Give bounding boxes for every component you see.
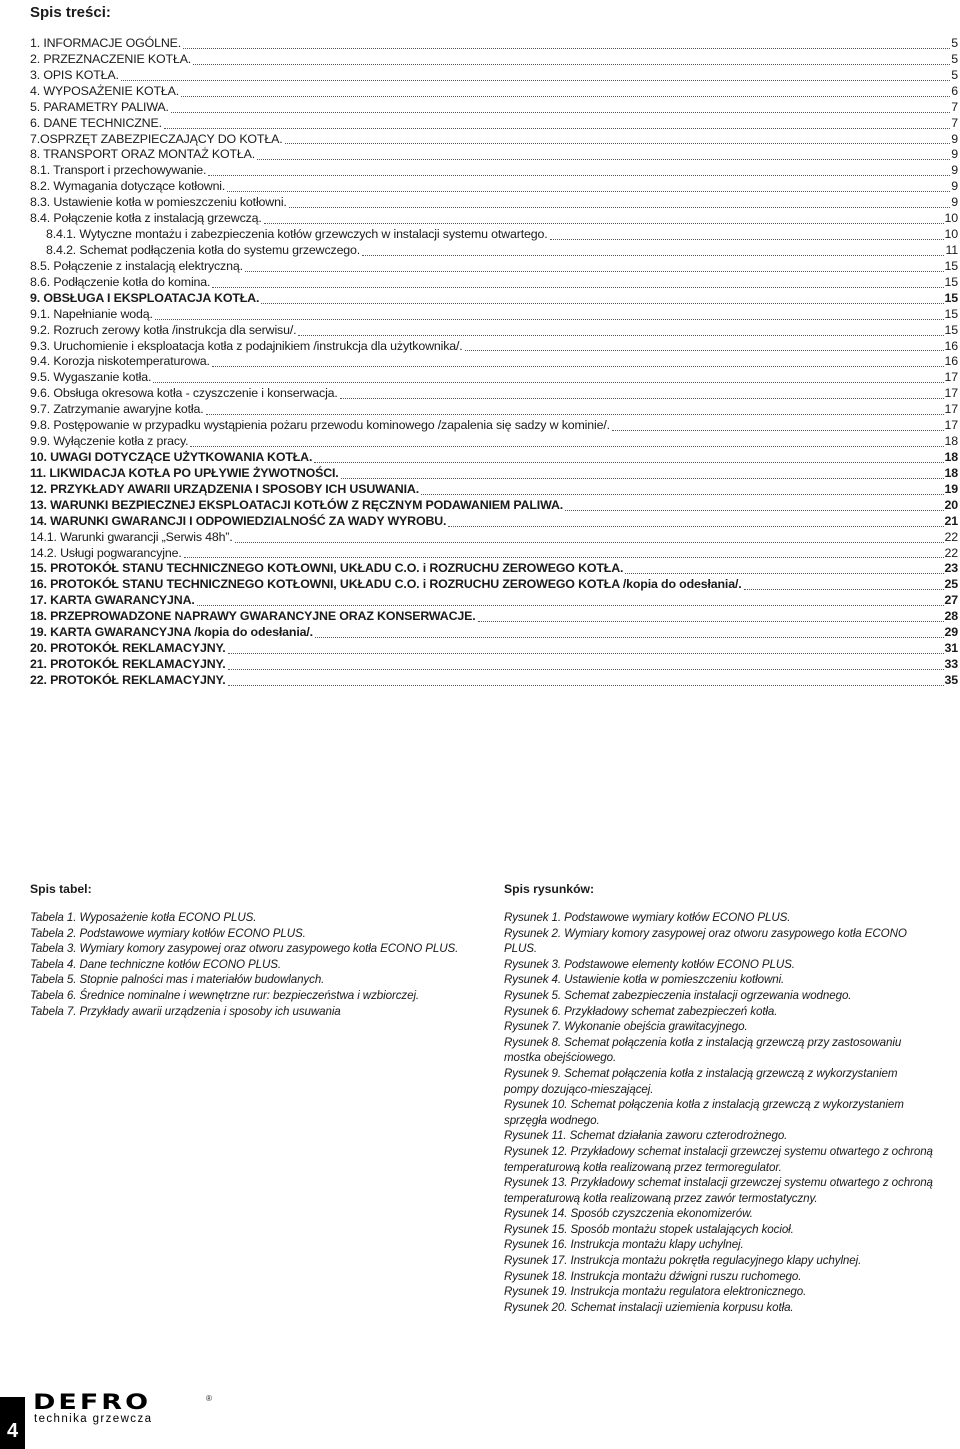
toc-entry-page: 15	[944, 258, 958, 273]
toc-leader-dots	[245, 271, 944, 272]
toc-entry[interactable]	[30, 546, 958, 562]
toc-entry[interactable]	[30, 434, 958, 450]
toc-entry[interactable]	[30, 402, 958, 418]
toc-leader-dots	[298, 335, 943, 336]
toc-entry-page: 10	[944, 211, 958, 226]
toc-entry[interactable]	[30, 498, 958, 514]
toc-entry-page: 5	[951, 36, 958, 50]
table-list-item[interactable]: Tabela 3. Wymiary komory zasypowej oraz otworu zasypowego kotła ECONO PLUS.	[30, 942, 459, 956]
toc-entry-title: 14. WARUNKI GWARANCJI I ODPOWIEDZIALNOŚĆ ZA WADY WYROBU.	[30, 513, 447, 528]
toc-entry-title: 8.4. Połączenie kotła z instalacją grzewczą.	[30, 211, 262, 226]
table-list-item[interactable]: Tabela 5. Stopnie palności mas i materiałów budowlanych.	[30, 973, 325, 987]
toc-entry-title: 22. PROTOKÓŁ REKLAMACYJNY.	[30, 672, 226, 687]
toc-entry-page: 15	[944, 306, 958, 321]
toc-entry-title: 5. PARAMETRY PALIWA.	[30, 99, 169, 114]
figure-list-item[interactable]: Rysunek 2. Wymiary komory zasypowej oraz otworu zasypowego kotła ECONO PLUS.	[504, 926, 907, 956]
toc-entry[interactable]	[30, 259, 958, 275]
toc-entry[interactable]	[30, 466, 958, 482]
figure-list-item[interactable]: Rysunek 19. Instrukcja montażu regulatora elektronicznego.	[504, 1285, 807, 1299]
toc-entry-title: 9. OBSŁUGA I EKSPLOATACJA KOTŁA.	[30, 290, 260, 305]
toc-entry[interactable]	[30, 609, 958, 625]
toc-entry-page: 18	[944, 449, 958, 464]
toc-entry-page: 23	[944, 561, 958, 576]
toc-entry-page: 9	[951, 195, 958, 210]
figure-list-item[interactable]: Rysunek 12. Przykładowy schemat instalacji grzewczej systemu otwartego z ochroną temperaturową kotła realizowaną przez termoregulator.	[504, 1144, 933, 1174]
toc-entry[interactable]	[30, 673, 958, 689]
figure-list-item[interactable]: Rysunek 8. Schemat połączenia kotła z instalacją grzewczą przy zastosowaniu mostka obejściowego.	[504, 1035, 902, 1065]
toc-title: Spis treści:	[30, 4, 111, 21]
toc-leader-dots	[164, 128, 950, 129]
toc-entry-page: 28	[944, 609, 958, 624]
toc-entry[interactable]	[30, 593, 958, 609]
figure-list-item[interactable]: Rysunek 4. Ustawienie kotła w pomieszczeniu kotłowni.	[504, 973, 785, 987]
toc-entry-title: 8.2. Wymagania dotyczące kotłowni.	[30, 179, 226, 194]
toc-entry-title: 10. UWAGI DOTYCZĄCE UŻYTKOWANIA KOTŁA.	[30, 449, 313, 464]
toc-entry[interactable]	[30, 370, 958, 386]
toc-entry-title: 14.1. Warunki gwarancji „Serwis 48h”.	[30, 529, 233, 544]
toc-entry-title: 4. WYPOSAŻENIE KOTŁA.	[30, 83, 180, 98]
toc-leader-dots	[227, 191, 950, 192]
toc-entry[interactable]	[30, 84, 958, 100]
toc-leader-dots	[448, 526, 943, 527]
toc-entry[interactable]	[30, 227, 958, 243]
toc-leader-dots	[744, 589, 944, 590]
table-list-item[interactable]: Tabela 2. Podstawowe wymiary kotłów ECONO PLUS.	[30, 926, 306, 940]
figure-list-item[interactable]: Rysunek 3. Podstawowe elementy kotłów ECONO PLUS.	[504, 957, 795, 971]
toc-entry-page: 16	[944, 338, 958, 353]
figure-list-item[interactable]: Rysunek 11. Schemat działania zaworu czterodrożnego.	[504, 1129, 788, 1143]
toc-leader-dots	[155, 319, 944, 320]
toc-entry-page: 7	[951, 115, 958, 130]
toc-leader-dots	[421, 494, 944, 495]
toc-entry-title: 9.2. Rozruch zerowy kotła /instrukcja dla serwisu/.	[30, 322, 297, 337]
registered-mark: ®	[206, 1394, 212, 1403]
toc-entry-title: 2. PRZEZNACZENIE KOTŁA.	[30, 51, 192, 66]
toc-entry-page: 33	[944, 656, 958, 671]
toc-entry[interactable]	[30, 163, 958, 179]
toc-leader-dots	[208, 175, 950, 176]
toc-entry[interactable]	[30, 641, 958, 657]
toc-entry-title: 7.OSPRZĘT ZABEZPIECZAJĄCY DO KOTŁA.	[30, 131, 283, 146]
toc-leader-dots	[228, 669, 944, 670]
toc-entry-page: 31	[944, 641, 958, 656]
toc-entry[interactable]	[30, 195, 958, 211]
toc-entry[interactable]	[30, 52, 958, 68]
toc-entry-page: 27	[944, 593, 958, 608]
toc-entry-title: 13. WARUNKI BEZPIECZNEJ EKSPLOATACJI KOTŁÓW Z RĘCZNYM PODAWANIEM PALIWA.	[30, 497, 564, 512]
toc-entry-page: 17	[944, 418, 958, 433]
toc-entry-title: 8.6. Podłączenie kotła do komina.	[30, 274, 211, 289]
toc-entry-page: 9	[951, 147, 958, 162]
toc-leader-dots	[184, 557, 944, 558]
toc-entry-title: 8.4.2. Schemat podłączenia kotła do systemu grzewczego.	[46, 242, 361, 257]
toc-entry-title: 17. KARTA GWARANCYJNA.	[30, 593, 195, 608]
toc-leader-dots	[362, 255, 944, 256]
logo-tagline: technika grzewcza	[34, 1413, 153, 1425]
toc-entry-title: 14.2. Usługi pogwarancyjne.	[30, 545, 182, 560]
toc-entry-page: 15	[944, 290, 958, 305]
toc-leader-dots	[153, 382, 943, 383]
defro-logo	[33, 1390, 213, 1425]
toc-leader-dots	[193, 64, 950, 65]
toc-entry-page: 6	[951, 83, 958, 98]
figure-list-item[interactable]: Rysunek 5. Schemat zabezpieczenia instalacji ogrzewania wodnego.	[504, 988, 852, 1002]
toc-leader-dots	[228, 685, 944, 686]
toc-entry[interactable]	[30, 418, 958, 434]
toc-entry-page: 35	[944, 672, 958, 687]
toc-entry[interactable]	[30, 307, 958, 323]
figures-list-title: Spis rysunków:	[504, 882, 595, 896]
toc-leader-dots	[121, 80, 950, 81]
toc-leader-dots	[228, 653, 944, 654]
table-list-item[interactable]: Tabela 7. Przykłady awarii urządzenia i sposoby ich usuwania	[30, 1004, 341, 1018]
toc-entry[interactable]	[30, 116, 958, 132]
toc-entry[interactable]	[30, 211, 958, 227]
table-list-item[interactable]: Tabela 1. Wyposażenie kotła ECONO PLUS.	[30, 911, 257, 924]
figure-list-item[interactable]: Rysunek 9. Schemat połączenia kotła z instalacją grzewczą z wykorzystaniem pompy dozująco-mieszającej.	[504, 1066, 898, 1096]
toc-entry-title: 8.4.1. Wytyczne montażu i zabezpieczenia kotłów grzewczych w instalacji systemu otwartego.	[46, 227, 548, 242]
toc-entry-page: 15	[944, 274, 958, 289]
toc-leader-dots	[612, 430, 944, 431]
toc-entry-page: 15	[944, 322, 958, 337]
figure-list-item[interactable]: Rysunek 7. Wykonanie obejścia grawitacyjnego.	[504, 1020, 748, 1034]
toc-entry-title: 9.3. Uruchomienie i eksploatacja kotła z podajnikiem /instrukcja dla użytkownika/.	[30, 338, 463, 353]
toc-leader-dots	[264, 223, 944, 224]
toc-leader-dots	[565, 510, 943, 511]
toc-entry-page: 5	[951, 51, 958, 66]
toc-entry-page: 25	[944, 577, 958, 592]
toc-entry[interactable]	[30, 625, 958, 641]
toc-entry-title: 9.4. Korozja niskotemperaturowa.	[30, 354, 210, 369]
toc-leader-dots	[285, 143, 951, 144]
toc-entry[interactable]	[30, 354, 958, 370]
toc-leader-dots	[212, 366, 944, 367]
toc-entry[interactable]	[30, 147, 958, 163]
toc-entry-page: 18	[944, 434, 958, 449]
toc-leader-dots	[315, 637, 944, 638]
toc-entry[interactable]	[30, 450, 958, 466]
logo-wordmark: DEFRO	[33, 1390, 152, 1415]
table-list-item[interactable]: Tabela 6. Średnice nominalne i wewnętrzne rur: bezpieczeństwa i wzbiorczej.	[30, 988, 420, 1002]
toc-entry-title: 21. PROTOKÓŁ REKLAMACYJNY.	[30, 656, 226, 671]
toc-entry[interactable]	[30, 482, 958, 498]
toc-entry-page: 17	[944, 402, 958, 417]
toc-leader-dots	[314, 462, 943, 463]
toc-leader-dots	[190, 446, 943, 447]
toc-entry[interactable]	[30, 514, 958, 530]
tables-list	[30, 882, 490, 1019]
toc-entry[interactable]	[30, 291, 958, 307]
toc-entry-page: 29	[944, 625, 958, 640]
toc-entry-page: 7	[951, 99, 958, 114]
toc-entry[interactable]	[30, 323, 958, 339]
toc-entry[interactable]	[30, 386, 958, 402]
figure-list-item[interactable]: Rysunek 17. Instrukcja montażu pokrętła regulacyjnego klapy uchylnej.	[504, 1254, 862, 1268]
toc-leader-dots	[181, 96, 950, 97]
toc-entry[interactable]	[30, 275, 958, 291]
toc-entry-page: 9	[951, 163, 958, 178]
figure-list-item[interactable]: Rysunek 10. Schemat połączenia kotła z instalacją grzewczą z wykorzystaniem sprzęgła wodnego.	[504, 1098, 904, 1127]
toc-entry-title: 1. INFORMACJE OGÓLNE.	[30, 36, 182, 50]
toc-entry-page: 9	[951, 131, 958, 146]
toc-entry-title: 8.3. Ustawienie kotła w pomieszczeniu kotłowni.	[30, 195, 287, 210]
toc-leader-dots	[206, 414, 944, 415]
toc-entry-page: 18	[944, 465, 958, 480]
toc-entry-title: 9.7. Zatrzymanie awaryjne kotła.	[30, 402, 204, 417]
figure-list-item[interactable]: Rysunek 18. Instrukcja montażu dźwigni ruszu ruchomego.	[504, 1269, 802, 1283]
toc-entry-title: 8. TRANSPORT ORAZ MONTAŻ KOTŁA.	[30, 147, 256, 162]
toc-entry-title: 9.5. Wygaszanie kotła.	[30, 370, 152, 385]
toc-entry-page: 22	[944, 529, 958, 544]
figure-list-item[interactable]: Rysunek 6. Przykładowy schemat zabezpieczeń kotła.	[504, 1004, 778, 1018]
toc-entry[interactable]	[30, 530, 958, 546]
toc-entry[interactable]	[30, 179, 958, 195]
toc-entry-page: 11	[945, 242, 958, 257]
toc-entry-page: 19	[944, 481, 958, 496]
toc-leader-dots	[212, 287, 943, 288]
toc-leader-dots	[341, 478, 944, 479]
toc-leader-dots	[465, 350, 944, 351]
figure-list-item[interactable]: Rysunek 16. Instrukcja montażu klapy uchylnej.	[504, 1238, 744, 1252]
toc-entry-title: 9.1. Napełnianie wodą.	[30, 306, 153, 321]
toc-entry[interactable]	[30, 339, 958, 355]
toc-entry-title: 9.9. Wyłączenie kotła z pracy.	[30, 434, 189, 449]
toc-entry[interactable]	[30, 132, 958, 148]
toc-entry-page: 20	[944, 497, 958, 512]
toc-entry-title: 11. LIKWIDACJA KOTŁA PO UPŁYWIE ŻYWOTNOŚCI.	[30, 465, 339, 480]
figure-list-item[interactable]: Rysunek 20. Schemat instalacji uziemienia korpusu kotła.	[504, 1300, 794, 1314]
toc-entry-title: 20. PROTOKÓŁ REKLAMACYJNY.	[30, 641, 226, 656]
toc-entry[interactable]	[30, 561, 958, 577]
figure-list-item[interactable]: Rysunek 1. Podstawowe wymiary kotłów ECONO PLUS.	[504, 911, 791, 924]
toc-entry-title: 9.6. Obsługa okresowa kotła - czyszczenie i konserwacja.	[30, 386, 338, 401]
toc-entry[interactable]	[30, 577, 958, 593]
figure-list-item[interactable]: Rysunek 14. Sposób czyszczenia ekonomizerów.	[504, 1207, 753, 1221]
toc-leader-dots	[625, 573, 943, 574]
toc-entry[interactable]	[30, 36, 958, 52]
toc-entry-page: 17	[944, 370, 958, 385]
toc-leader-dots	[340, 398, 944, 399]
toc-leader-dots	[478, 621, 944, 622]
toc-entry[interactable]	[30, 100, 958, 116]
toc-leader-dots	[261, 303, 943, 304]
toc-entry-page: 10	[944, 227, 958, 242]
toc-entry-page: 9	[951, 179, 958, 194]
toc-entry-page: 22	[944, 545, 958, 560]
toc-leader-dots	[171, 112, 950, 113]
toc-entry[interactable]	[30, 68, 958, 84]
toc-entry-title: 6. DANE TECHNICZNE.	[30, 115, 162, 130]
toc-entry-title: 15. PROTOKÓŁ STANU TECHNICZNEGO KOTŁOWNI, UKŁADU C.O. i ROZRUCHU ZEROWEGO KOTŁA.	[30, 561, 624, 576]
toc-entry-title: 8.1. Transport i przechowywanie.	[30, 163, 207, 178]
toc-entry-page: 21	[944, 513, 958, 528]
table-list-item[interactable]: Tabela 4. Dane techniczne kotłów ECONO PLUS.	[30, 957, 282, 971]
toc-leader-dots	[550, 239, 944, 240]
table-of-contents	[30, 36, 958, 689]
toc-entry-page: 5	[951, 67, 958, 82]
toc-entry-title: 18. PRZEPROWADZONE NAPRAWY GWARANCYJNE ORAZ KONSERWACJE.	[30, 609, 476, 624]
toc-entry-page: 17	[944, 386, 958, 401]
toc-entry-title: 9.8. Postępowanie w przypadku wystąpienia pożaru przewodu kominowego /zapalenia się sadzy w kominie/.	[30, 418, 610, 433]
figure-list-item[interactable]: Rysunek 13. Przykładowy schemat instalacji grzewczej systemu otwartego z ochroną temperaturową kotła realizowaną przez zawór termostatyczny.	[504, 1176, 933, 1205]
toc-leader-dots	[257, 159, 950, 160]
figures-list	[504, 882, 934, 1315]
toc-entry-title: 16. PROTOKÓŁ STANU TECHNICZNEGO KOTŁOWNI, UKŁADU C.O. i ROZRUCHU ZEROWEGO KOTŁA /kopia do odesłania/.	[30, 577, 742, 592]
tables-list-title: Spis tabel:	[30, 882, 92, 896]
toc-entry-title: 3. OPIS KOTŁA.	[30, 67, 119, 82]
toc-entry-title: 8.5. Połączenie z instalacją elektryczną.	[30, 258, 243, 273]
page-number: 4	[0, 1397, 25, 1449]
toc-leader-dots	[183, 48, 950, 49]
toc-leader-dots	[289, 207, 951, 208]
toc-leader-dots	[235, 542, 944, 543]
toc-entry[interactable]	[30, 243, 958, 259]
toc-entry[interactable]	[30, 657, 958, 673]
toc-entry-page: 16	[944, 354, 958, 369]
toc-entry-title: 19. KARTA GWARANCYJNA /kopia do odesłania/.	[30, 625, 313, 640]
toc-leader-dots	[197, 605, 944, 606]
toc-entry-title: 12. PRZYKŁADY AWARII URZĄDZENIA I SPOSOBY ICH USUWANIA.	[30, 481, 419, 496]
figure-list-item[interactable]: Rysunek 15. Sposób montażu stopek ustalających kocioł.	[504, 1222, 794, 1236]
